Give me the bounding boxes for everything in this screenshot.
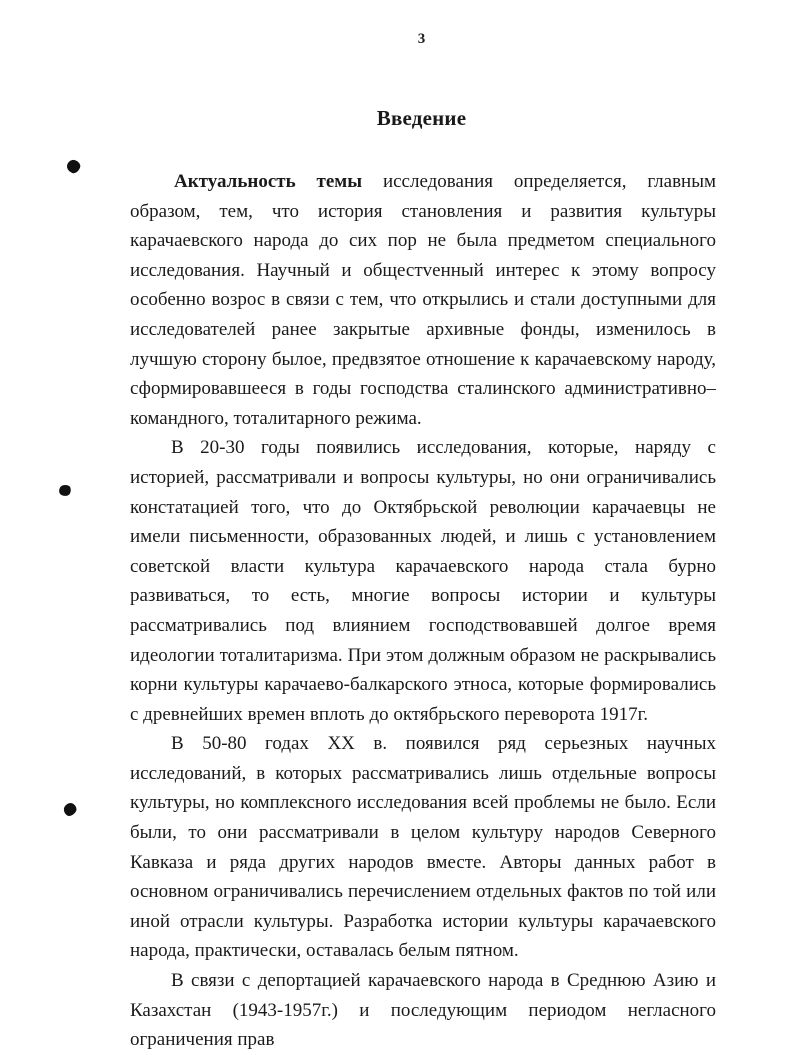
body-text bbox=[130, 167, 716, 1055]
paragraph-20-30-years: В 20-30 годы появились исследования, которые, наряду с историей, рассматривали и вопросы культуры, но они ограничивались констатацией того, что до Октябрьской революции карачаевцы не имели письменности, образованных людей, и лишь с установлением советской власти культура карачаевского народа стала бурно развиваться, то есть, многие вопросы истории и культуры рассматривались под влиянием господствовавшей долгое время идеологии тоталитаризма. При этом должным образом не раскрывались корни культуры карачаево-балкарского этноса, которые формировались с древнейших времен вплоть до октябрьского переворота 1917г. bbox=[130, 437, 716, 725]
scan-speck-mark bbox=[61, 801, 78, 819]
paragraph-50-80-years: В 50-80 годах XX в. появился ряд серьезных научных исследований, в которых рассматривались лишь отдельные вопросы культуры, но комплексного исследования всей проблемы не было. Если были, то они рассматривали в целом культуру народов Северного Кавказа и ряда других народов вместе. Авторы данных работ в основном ограничивались перечислением отдельных фактов по той или иной отрасли культуры. Разработка истории культуры карачаевского народа, практически, оставалась белым пятном. bbox=[130, 733, 716, 962]
scan-speck-mark bbox=[58, 484, 72, 498]
paragraph-text: исследования определяется, главным образом, тем, что история становления и развития культуры карачаевского народа до сих пор не была предметом специального исследования. Научный и общестvенный интерес к этому вопросу особенно возрос в связи с тем, что открылись и стали доступными для исследователей ранее закрытые архивные фонды, изменилось в лучшую сторону былое, предвзятое отношение к карачаевскому народу, сформировавшееся в годы господства сталинского административно–командного, тоталитарного режима. bbox=[130, 171, 717, 429]
page-number: 3 bbox=[417, 31, 426, 47]
term-relevance: Актуальность темы bbox=[174, 171, 363, 192]
paragraph-deportation: В связи с депортацией карачаевского народа в Среднюю Азию и Казахстан (1943-1957г.) и последующим периодом негласного ограничения прав bbox=[130, 970, 716, 1051]
scan-speck-mark bbox=[65, 158, 82, 175]
section-heading: Введение bbox=[376, 106, 467, 130]
paragraph-relevance bbox=[130, 167, 716, 433]
